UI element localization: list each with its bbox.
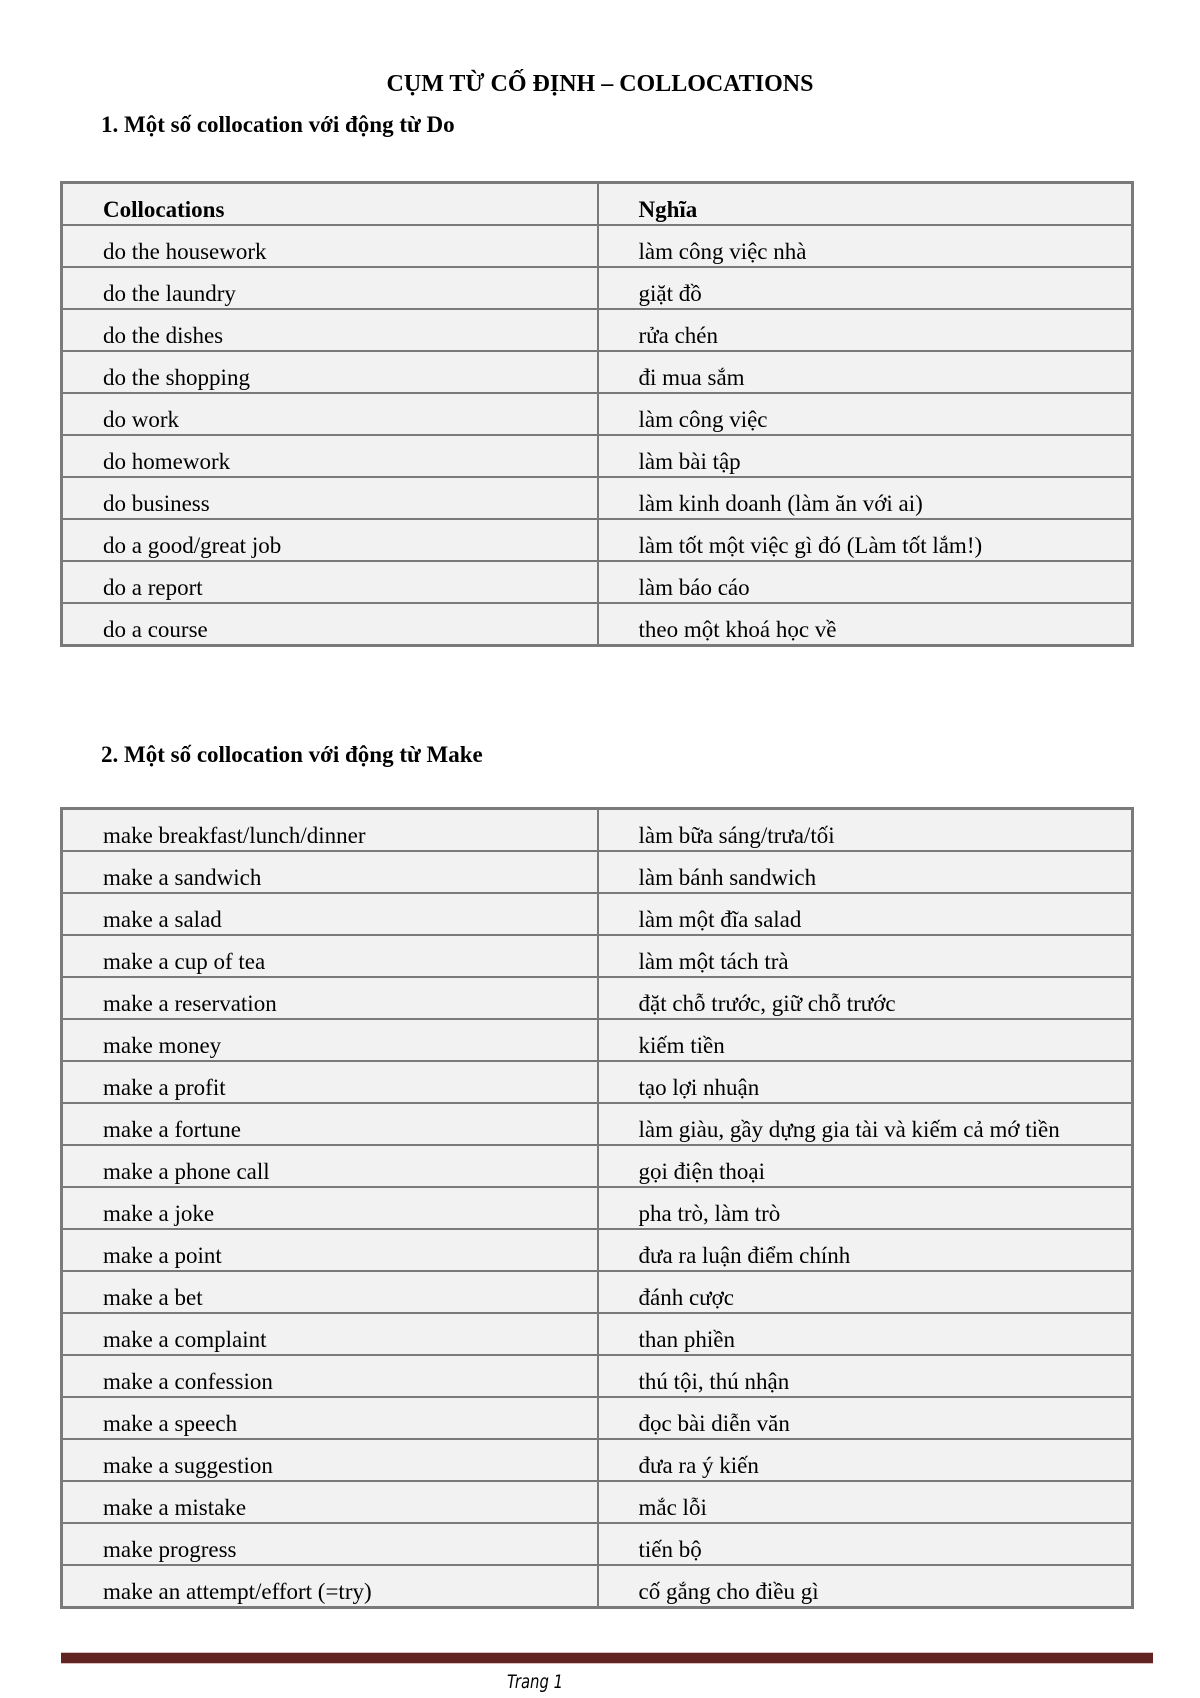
meaning-cell: cố gắng cho điều gì [598, 1565, 1133, 1608]
table-row [62, 1397, 1133, 1439]
table-row [62, 309, 1133, 351]
meaning-cell: than phiền [598, 1313, 1133, 1355]
meaning-cell: đi mua sắm [598, 351, 1133, 393]
meaning-cell: làm báo cáo [598, 561, 1133, 603]
table-row [62, 935, 1133, 977]
meaning-cell: tiến bộ [598, 1523, 1133, 1565]
table-row [62, 1523, 1133, 1565]
meaning-cell: đưa ra luận điểm chính [598, 1229, 1133, 1271]
collocation-cell: make a complaint [62, 1313, 598, 1355]
table-row [62, 977, 1133, 1019]
table-row [62, 809, 1133, 852]
collocation-cell: make a salad [62, 893, 598, 935]
collocation-cell: make a mistake [62, 1481, 598, 1523]
collocation-cell: make a reservation [62, 977, 598, 1019]
table-row [62, 519, 1133, 561]
meaning-cell: đọc bài diễn văn [598, 1397, 1133, 1439]
meaning-cell: tạo lợi nhuận [598, 1061, 1133, 1103]
table-row [62, 225, 1133, 267]
table-row [62, 1313, 1133, 1355]
meaning-cell: pha trò, làm trò [598, 1187, 1133, 1229]
make-collocations-table [60, 807, 1134, 1609]
column-header-collocations: Collocations [62, 183, 598, 226]
collocation-cell: make a profit [62, 1061, 598, 1103]
meaning-cell: làm giàu, gầy dựng gia tài và kiếm cả mớ tiền [598, 1103, 1133, 1145]
collocation-cell: do homework [62, 435, 598, 477]
table-header-row [62, 183, 1133, 226]
meaning-cell: giặt đồ [598, 267, 1133, 309]
table-row [62, 1271, 1133, 1313]
table-row [62, 435, 1133, 477]
collocation-cell: make a cup of tea [62, 935, 598, 977]
table-row [62, 603, 1133, 646]
table-row [62, 1355, 1133, 1397]
meaning-cell: đưa ra ý kiến [598, 1439, 1133, 1481]
meaning-cell: rửa chén [598, 309, 1133, 351]
collocation-cell: do a report [62, 561, 598, 603]
meaning-cell: làm kinh doanh (làm ăn với ai) [598, 477, 1133, 519]
meaning-cell: theo một khoá học về [598, 603, 1133, 646]
collocation-cell: do a course [62, 603, 598, 646]
section-heading-do: 1. Một số collocation với động từ Do [101, 112, 455, 137]
section-heading-make: 2. Một số collocation với động từ Make [101, 742, 483, 767]
meaning-cell: làm công việc nhà [598, 225, 1133, 267]
table-row [62, 893, 1133, 935]
table-row [62, 1061, 1133, 1103]
collocation-cell: make a confession [62, 1355, 598, 1397]
collocation-cell: make an attempt/effort (=try) [62, 1565, 598, 1608]
table-row [62, 393, 1133, 435]
document-title: CỤM TỪ CỐ ĐỊNH – COLLOCATIONS [386, 71, 814, 97]
collocation-cell: do the laundry [62, 267, 598, 309]
table-row [62, 477, 1133, 519]
column-header-meaning: Nghĩa [598, 183, 1133, 226]
table-row [62, 1565, 1133, 1608]
table-row [62, 1145, 1133, 1187]
collocation-cell: do the shopping [62, 351, 598, 393]
table-row [62, 351, 1133, 393]
table-row [62, 1103, 1133, 1145]
collocation-cell: do the housework [62, 225, 598, 267]
table-row [62, 1439, 1133, 1481]
meaning-cell: thú tội, thú nhận [598, 1355, 1133, 1397]
collocation-cell: make a sandwich [62, 851, 598, 893]
meaning-cell: mắc lỗi [598, 1481, 1133, 1523]
meaning-cell: làm một tách trà [598, 935, 1133, 977]
collocation-cell: do business [62, 477, 598, 519]
do-collocations-table [60, 181, 1134, 647]
table-row [62, 1481, 1133, 1523]
meaning-cell: làm tốt một việc gì đó (Làm tốt lắm!) [598, 519, 1133, 561]
table-row [62, 1229, 1133, 1271]
collocation-cell: make money [62, 1019, 598, 1061]
table-row [62, 561, 1133, 603]
table-row [62, 1187, 1133, 1229]
meaning-cell: kiếm tiền [598, 1019, 1133, 1061]
collocation-cell: make a joke [62, 1187, 598, 1229]
collocation-cell: make breakfast/lunch/dinner [62, 809, 598, 852]
collocation-cell: make a speech [62, 1397, 598, 1439]
meaning-cell: làm bữa sáng/trưa/tối [598, 809, 1133, 852]
meaning-cell: gọi điện thoại [598, 1145, 1133, 1187]
meaning-cell: làm bài tập [598, 435, 1133, 477]
table-row [62, 851, 1133, 893]
table-row [62, 267, 1133, 309]
collocation-cell: make a suggestion [62, 1439, 598, 1481]
collocation-cell: do a good/great job [62, 519, 598, 561]
meaning-cell: làm công việc [598, 393, 1133, 435]
meaning-cell: làm một đĩa salad [598, 893, 1133, 935]
collocation-cell: make a point [62, 1229, 598, 1271]
meaning-cell: đánh cược [598, 1271, 1133, 1313]
collocation-cell: do the dishes [62, 309, 598, 351]
collocation-cell: make a phone call [62, 1145, 598, 1187]
collocation-cell: make a fortune [62, 1103, 598, 1145]
meaning-cell: đặt chỗ trước, giữ chỗ trước [598, 977, 1133, 1019]
collocation-cell: do work [62, 393, 598, 435]
page-number: Trang 1 [506, 1671, 564, 1693]
collocation-cell: make progress [62, 1523, 598, 1565]
collocation-cell: make a bet [62, 1271, 598, 1313]
footer-divider [61, 1653, 1153, 1663]
meaning-cell: làm bánh sandwich [598, 851, 1133, 893]
table-row [62, 1019, 1133, 1061]
